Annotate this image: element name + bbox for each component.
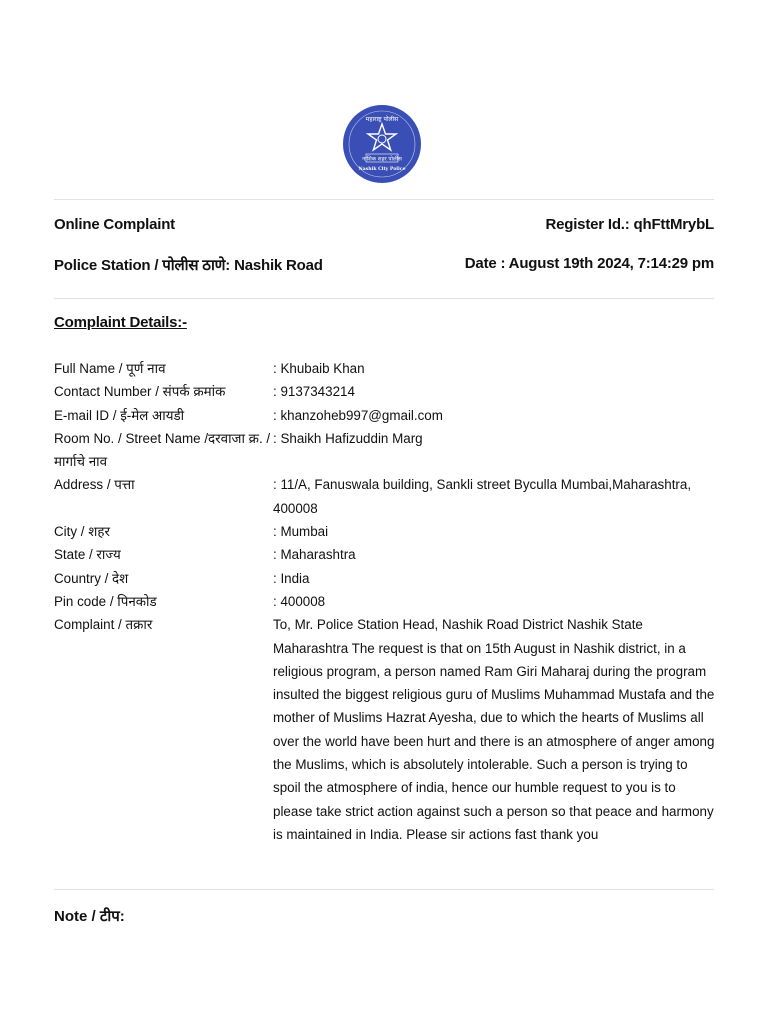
detail-label: Address / पत्ता: [54, 477, 135, 493]
detail-value: : 400008: [273, 593, 326, 609]
detail-label: State / राज्य: [54, 547, 121, 563]
divider-middle: [54, 298, 714, 299]
register-id: Register Id.: qhFttMrybL: [545, 216, 714, 233]
logo-mid-text: नाशिक शहर पोलीस: [362, 156, 402, 163]
detail-row-pincode: [54, 590, 718, 613]
detail-label: Full Name / पूर्ण नाव: [54, 361, 166, 376]
detail-label: Complaint / तक्रार: [54, 617, 153, 633]
detail-value: : Mumbai: [273, 524, 329, 540]
detail-row-full-name: [54, 357, 718, 380]
detail-label: Pin code / पिनकोड: [54, 593, 157, 609]
complaint-date: Date : August 19th 2024, 7:14:29 pm: [464, 255, 714, 272]
detail-row-city: [54, 520, 718, 543]
detail-value: : Shaikh Hafizuddin Marg: [273, 430, 423, 446]
complaint-details: [54, 357, 718, 846]
logo-top-text: महाराष्ट्र पोलीस: [365, 116, 399, 123]
section-title: Complaint Details:-: [54, 314, 187, 331]
divider-bottom: [54, 889, 714, 890]
detail-label: Contact Number / संपर्क क्रमांक: [54, 384, 226, 400]
logo-bottom-text: Nashik City Police: [358, 167, 406, 172]
detail-row-email: [54, 404, 718, 427]
detail-label: E-mail ID / ई-मेल आयडी: [54, 407, 185, 423]
detail-value: : 9137343214: [273, 384, 355, 400]
detail-label: City / शहर: [54, 524, 110, 540]
detail-row-street: [54, 427, 718, 474]
detail-value: : khanzoheb997@gmail.com: [273, 407, 443, 423]
detail-row-contact: [54, 380, 718, 403]
detail-label: Room No. / Street Name /दरवाजा क्र. / मार्गाचे नाव: [54, 430, 271, 470]
detail-row-state: [54, 543, 718, 566]
detail-value: : India: [273, 570, 310, 586]
detail-value: : Maharashtra: [273, 547, 356, 563]
complaint-text: To, Mr. Police Station Head, Nashik Road District Nashik State Maharashtra The request is that on 15th August in Nashik district, in a religious program, a person named Ram Giri Maharaj during the program insulted the biggest religious guru of Muslims Muhammad Mustafa and the mother of Muslims Hazrat Ayesha, due to which the hearts of Muslims all over the world have been hurt and there is an atmosphere of anger among the Muslims, which is absolutely intolerable. Such a person is trying to spoil the atmosphere of india, hence our humble request to you is to please take strict action against such a person so that peace and harmony is maintained in India. Please sir actions fast thank you: [273, 617, 715, 842]
detail-row-country: [54, 567, 718, 590]
police-star-emblem-icon: [342, 104, 422, 184]
page-title: Online Complaint: [54, 216, 175, 233]
detail-value: : Khubaib Khan: [273, 361, 365, 376]
detail-value: : 11/A, Fanuswala building, Sankli street Byculla Mumbai,Maharashtra, 400008: [273, 477, 692, 516]
detail-row-address: [54, 473, 718, 520]
divider-top: [54, 199, 714, 200]
note-heading: Note / टीप:: [54, 908, 125, 925]
police-station: Police Station / पोलीस ठाणे: Nashik Road: [54, 257, 323, 274]
detail-label: Country / देश: [54, 570, 129, 586]
detail-row-complaint: [54, 613, 718, 846]
